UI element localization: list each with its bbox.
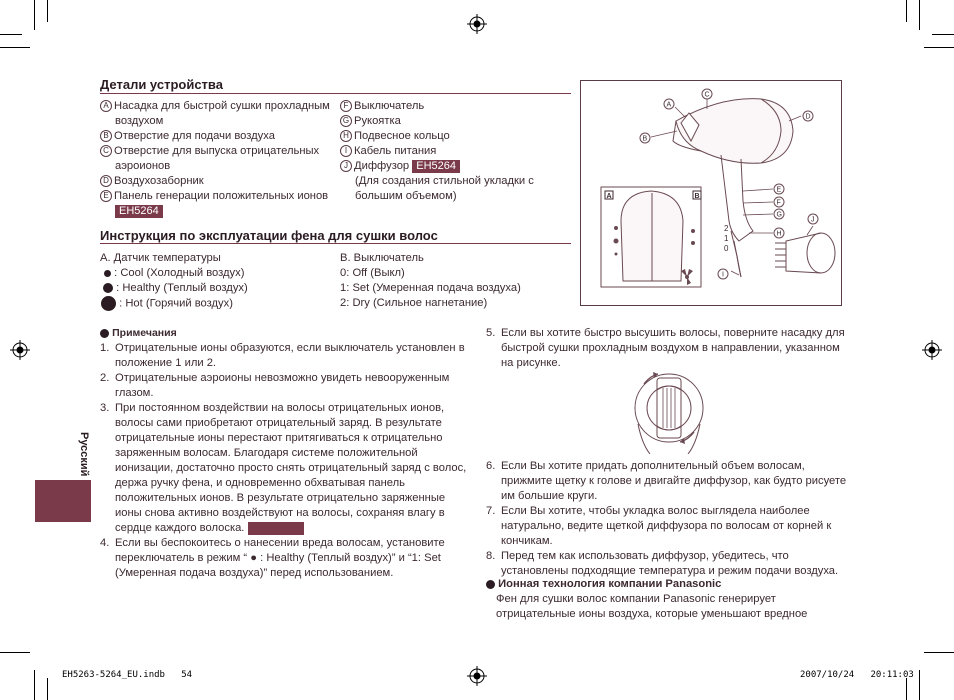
item-text: Если вы беспокоитесь о нанесении вреда волосам, установите [115, 537, 445, 549]
part-item [340, 129, 534, 144]
crop-mark [906, 0, 907, 22]
part-letter-icon: J [340, 160, 352, 172]
item-text: заряженным волосам. Благодаря системе положительной [115, 447, 418, 459]
part-label: Выключатель [354, 100, 425, 112]
item-text: переключатель в режим “ ● : Healthy (Теплый воздух)” и “1: Set [115, 552, 441, 564]
part-item [340, 144, 534, 159]
crop-mark [932, 34, 954, 35]
notes-bullet-icon [100, 329, 109, 338]
panel-label: B [694, 193, 700, 200]
item-text: установлены подходящие температура и режим подачи воздуха. [501, 565, 839, 577]
item-text: сердце каждого волоска. [115, 522, 245, 534]
item-text: Отрицательные ионы образуются, если выключатель установлен в [115, 342, 465, 354]
part-letter-icon: G [340, 115, 352, 127]
part-label: Воздухозаборник [114, 175, 204, 187]
crop-mark [34, 0, 35, 30]
part-label: Рукоятка [354, 115, 401, 127]
numbered-line [100, 506, 466, 521]
item-text: на рисунке. [501, 357, 561, 369]
tips-list-top [486, 326, 845, 371]
temperature-mode-cool: : Cool (Холодный воздух) [104, 266, 244, 281]
registration-mark-icon [467, 666, 487, 686]
item-text: Если Вы хотите придать дополнительный объем волосам, [501, 460, 805, 472]
switch-mode-set: 1: Set (Умеренная подача воздуха) [340, 282, 521, 294]
part-item [100, 174, 330, 189]
temperature-mode-healthy: : Healthy (Теплый воздух) [103, 281, 248, 296]
notes-heading [100, 326, 177, 341]
switch-mark: 0 [724, 244, 729, 253]
part-label: G [776, 211, 782, 219]
hair-dryer-illustration [581, 81, 841, 305]
item-text: Перед тем как использовать диффузор, убедитесь, что [501, 550, 789, 562]
model-tag-highlight [248, 522, 304, 535]
part-item [100, 129, 330, 144]
numbered-line [100, 356, 466, 371]
part-letter-icon: A [100, 100, 112, 112]
model-tag: EH5264 [412, 160, 460, 173]
part-item [100, 144, 330, 159]
numbered-line [100, 341, 466, 356]
item-text: волосы сами приобретают отрицательный заряд. В результате [115, 417, 442, 429]
crop-mark [0, 34, 22, 35]
switch-mark: 2 [724, 224, 729, 233]
switch-mode-off: 0: Off (Выкл) [340, 267, 405, 279]
part-item [100, 189, 330, 204]
item-number: 8. [486, 550, 496, 562]
item-text: им большие круги. [501, 490, 598, 502]
numbered-line [100, 401, 466, 416]
numbered-line [100, 416, 466, 431]
ion-text-line: отрицательные ионы воздуха, которые уменьшают вредное [496, 608, 808, 620]
numbered-line [100, 521, 466, 536]
item-text: кончикам. [501, 535, 553, 547]
crop-mark [0, 47, 30, 48]
cool-dot-icon [104, 270, 111, 277]
item-text: При постоянном воздействии на волосы отрицательных ионов, [115, 402, 445, 414]
temperature-mode-hot: : Hot (Горячий воздух) [101, 296, 233, 311]
numbered-line [100, 491, 466, 506]
part-letter-icon: H [340, 130, 352, 142]
crop-mark [0, 652, 30, 653]
item-text: Отрицательные аэроионы невозможно увидеть невооруженным [115, 372, 450, 384]
part-item [100, 204, 330, 219]
part-label: Подвесное кольцо [354, 130, 450, 142]
item-text: Если Вы хотите, чтобы укладка волос выглядела наиболее [501, 505, 810, 517]
part-label: Насадка для быстрой сушки прохладным [114, 100, 330, 112]
item-text: ионизации, достаточно просто снять отрицательный заряд с волос, [115, 462, 467, 474]
crop-mark [924, 652, 954, 653]
notes-list [100, 341, 466, 581]
part-item [340, 114, 534, 129]
part-letter-icon: B [100, 130, 112, 142]
part-item [340, 159, 534, 174]
item-number: 4. [100, 537, 110, 549]
section-title-instructions: Инструкция по эксплуатации фена для сушки волос [100, 228, 438, 243]
part-label: Отверстие для подачи воздуха [114, 130, 275, 142]
part-label: A [666, 101, 672, 109]
part-label: I [722, 271, 724, 279]
item-text: положительных ионов. В результате отрицательно заряженные [115, 492, 446, 504]
language-tab-label: Русский [78, 432, 90, 477]
section-title-parts: Детали устройства [100, 77, 223, 92]
item-text: глазом. [115, 387, 154, 399]
tips-list-bottom [486, 459, 846, 579]
part-label: E [776, 186, 782, 194]
numbered-line [100, 371, 466, 386]
part-item [100, 99, 330, 114]
part-label: Диффузор [354, 160, 410, 172]
part-letter-icon: I [340, 145, 352, 157]
part-item [340, 99, 534, 114]
parts-list-left [100, 99, 330, 219]
nozzle-rotation-illustration [630, 368, 708, 454]
language-tab [35, 480, 91, 522]
numbered-line [100, 476, 466, 491]
ion-heading [486, 577, 721, 592]
ion-bullet-icon [486, 580, 495, 589]
crop-mark [47, 0, 48, 22]
section-rule [100, 93, 571, 94]
crop-mark [919, 0, 920, 30]
notes-title: Примечания [112, 327, 177, 339]
numbered-line [486, 549, 846, 564]
parts-list-right [340, 99, 534, 204]
numbered-line [486, 519, 846, 534]
item-number: 5. [486, 327, 496, 339]
temperature-sensor-title: A. Датчик температуры [100, 252, 221, 264]
numbered-line [486, 474, 846, 489]
numbered-line [100, 446, 466, 461]
part-label: J [811, 216, 815, 224]
part-letter-icon: E [100, 190, 112, 202]
numbered-line [486, 341, 845, 356]
registration-mark-icon [467, 14, 487, 34]
numbered-line [100, 461, 466, 476]
part-label: B [642, 135, 648, 143]
crop-mark [924, 47, 954, 48]
part-label: H [776, 230, 782, 238]
item-text: держа ручку фена, и одновременно обхватывая панель [115, 477, 405, 489]
numbered-line [486, 459, 846, 474]
item-text: отрицательные ионы перестают притягиваться к отрицательно [115, 432, 443, 444]
item-text: Если вы хотите быстро высушить волосы, поверните насадку для [501, 327, 845, 339]
numbered-line [100, 536, 466, 551]
ion-title: Ионная технология компании Panasonic [498, 578, 722, 590]
crop-mark [47, 678, 48, 700]
switch-mode-dry: 2: Dry (Сильное нагнетание) [340, 297, 488, 309]
part-label: Отверстие для выпуска отрицательных [114, 145, 320, 157]
panel-label: A [606, 193, 612, 200]
numbered-line [486, 489, 846, 504]
item-number: 1. [100, 342, 110, 354]
part-subline: большим объемом) [355, 190, 457, 202]
registration-mark-icon [10, 340, 30, 360]
numbered-line [486, 504, 846, 519]
item-text: натурально, ведите щеткой диффузора по волосам от корней к [501, 520, 832, 532]
footer-file-info: EH5263-5264_EU.indb 54 [62, 670, 193, 680]
part-letter-icon: F [340, 100, 352, 112]
healthy-dot-icon [103, 283, 113, 293]
item-text: ионы снова активно воздействуют на волосы, сохраняя влагу в [115, 507, 445, 519]
hair-dryer-diagram [580, 80, 842, 306]
part-label: аэроионов [115, 160, 171, 172]
item-number: 7. [486, 505, 496, 517]
part-label: D [805, 113, 811, 121]
item-number: 6. [486, 460, 496, 472]
numbered-line [100, 551, 466, 566]
part-label: воздухом [115, 115, 164, 127]
part-label: Кабель питания [354, 145, 437, 157]
registration-mark-icon [922, 340, 942, 360]
numbered-line [486, 326, 845, 341]
part-label: F [776, 199, 781, 207]
item-text: положение 1 или 2. [115, 357, 217, 369]
numbered-line [100, 566, 466, 581]
footer-datetime: 2007/10/24 20:11:03 [800, 670, 914, 680]
part-subline: (Для создания стильной укладки с [355, 175, 534, 187]
part-item [100, 159, 330, 174]
hot-dot-icon [101, 296, 116, 311]
section-rule [100, 243, 571, 244]
part-letter-icon: C [100, 145, 112, 157]
numbered-line [100, 386, 466, 401]
numbered-line [100, 431, 466, 446]
ion-text-line: Фен для сушки волос компании Panasonic генерирует [496, 593, 776, 605]
crop-mark [906, 678, 907, 700]
part-label: Панель генерации положительных ионов [114, 190, 329, 202]
item-text: быстрой сушки прохладным воздухом в направлении, указанном [501, 342, 840, 354]
part-letter-icon: D [100, 175, 112, 187]
part-label: C [704, 91, 710, 99]
switch-mark: 1 [724, 234, 729, 243]
switch-title: B. Выключатель [340, 252, 424, 264]
crop-mark [34, 670, 35, 700]
item-text: прижмите щетку к голове и двигайте диффузор, как будто рисуете [501, 475, 847, 487]
numbered-line [486, 534, 846, 549]
item-number: 3. [100, 402, 110, 414]
item-text: (Умеренная подача воздуха)” перед использованием. [115, 567, 394, 579]
model-tag: EH5264 [115, 205, 163, 218]
crop-mark [919, 670, 920, 700]
part-item [100, 114, 330, 129]
item-number: 2. [100, 372, 110, 384]
